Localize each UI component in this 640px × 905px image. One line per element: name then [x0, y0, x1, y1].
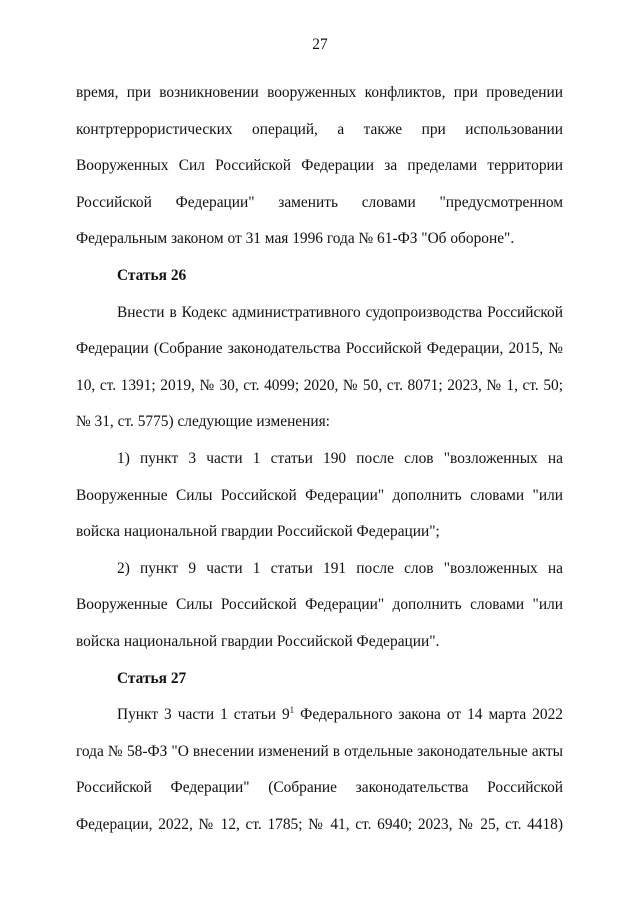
- paragraph-continuation: время, при возникновении вооруженных конфликтов, при проведении контртеррористических операций, а также при использовании Вооруженных Сил Российской Федерации за пределами территории Российской Федерации" заменить словами "предусмотренном Федеральным законом от 31 мая 1996 года № 61-ФЗ "Об обороне".: [76, 84, 563, 248]
- article-26-heading: Статья 26: [117, 266, 187, 284]
- article-26-intro: Внести в Кодекс административного судопроизводства Российской Федерации (Собрание законодательства Российской Федерации, 2015, № 10, ст. 1391; 2019, № 30, ст. 4099; 2020, № 50, ст. 8071; 2023, № 1, ст. 50; № 31, ст. 5775) следующие изменения:: [76, 303, 563, 431]
- article-27-heading: Статья 27: [117, 669, 187, 687]
- superscript-number: 1: [289, 705, 295, 716]
- article-26-item-1: 1) пункт 3 части 1 статьи 190 после слов "возложенных на Вооруженные Силы Российской Федерации" дополнить словами "или войска национальной гвардии Российской Федерации";: [76, 449, 563, 541]
- article-27-text: [76, 697, 563, 843]
- document-body: [76, 75, 563, 843]
- page-number: 27: [312, 36, 328, 53]
- article-27-text-start: Пункт 3 части 1 статьи 9: [117, 706, 290, 724]
- article-27-text-rest: Федерального закона от 14 марта 2022 года № 58-ФЗ "О внесении изменений в отдельные законодательные акты Российской Федерации" (Собрание законодательства Российской Федерации, 2022, № 12, ст. 1785; № 41, ст. 6940; 2023, № 25, ст. 4418): [76, 706, 563, 833]
- article-26-item-2: 2) пункт 9 части 1 статьи 191 после слов "возложенных на Вооруженные Силы Российской Федерации" дополнить словами "или войска национальной гвардии Российской Федерации".: [76, 559, 563, 650]
